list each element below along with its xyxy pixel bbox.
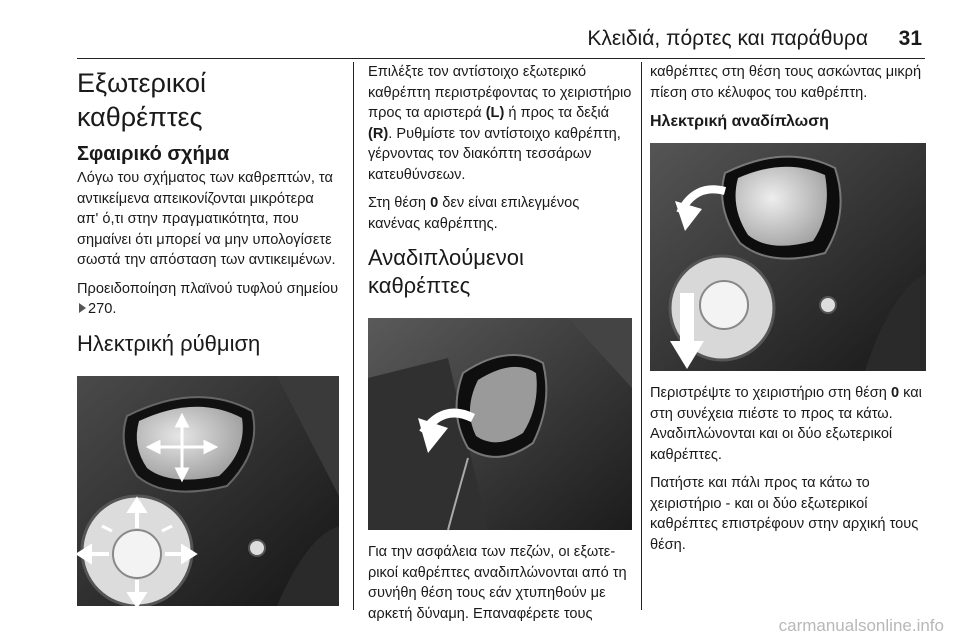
column-divider-1 (353, 62, 354, 610)
paragraph-convex-shape: Λόγω του σχήματος των καθρεπτών, τα αντικείμενα απεικονίζονται μικρότερα απ' ό,τι στην πραγματικότητα, που σημαίνει ότι μπορεί να μην υπολογίσετε σωστά την απόσταση των αντικειμένων. (77, 170, 336, 268)
column-divider-2 (641, 62, 642, 610)
paragraph-blind-spot (77, 279, 339, 320)
rotate-text-a: Περιστρέψτε το χειριστήριο στη θέση (650, 385, 891, 401)
column-1 (77, 62, 339, 606)
paragraph-press-again: Πατήστε και πάλι προς τα κάτω το χειριστήριο - και οι δύο εξωτερικοί καθρέπτες επιστρέφουν στην αρχική τους θέση. (650, 475, 919, 553)
paragraph-position-zero (368, 193, 632, 234)
page-reference-icon (79, 303, 86, 313)
subsection-title-electric-folding: Ηλεκτρική αναδίπλωση (650, 113, 829, 130)
paragraph-pedestrian-safety: Για την ασφάλεια των πεζών, οι εξωτερικοί καθρέπτες αναδιπλώνονται από τη συνήθη θέση τους εάν χτυπηθούν με αρκετή δύναμη. Επαναφέρετε τους (368, 544, 627, 622)
section-title-exterior-mirrors: Εξωτερικοί καθρέπτες (77, 68, 207, 132)
figure-electric-folding (650, 143, 926, 371)
page-header-title: Κλειδιά, πόρτες και παράθυρα (587, 27, 868, 50)
select-mirror-text-c: . Ρυθμίστε τον αντίστοιχο καθρέπτη, γέρνοντας τον διακόπτη τεσσάρων κατευθύνσεων. (368, 125, 621, 183)
subsection-title-convex-shape: Σφαιρικό σχήμα (77, 143, 230, 165)
page-reference: 270. (88, 301, 117, 317)
figure-folding-mirror (368, 318, 632, 530)
blind-spot-text: Προειδοποίηση πλαϊνού τυφλού σημείου (77, 280, 339, 297)
rotate-text-b: και στη συνέχεια πιέστε το προς τα κάτω. Αναδιπλώνονται και οι δύο εξωτερικοί καθρέπτες. (650, 385, 922, 463)
paragraph-select-mirror (368, 62, 632, 185)
watermark: carmanualsonline.info (778, 616, 944, 635)
column-2 (368, 62, 632, 632)
paragraph-fold-back: καθρέπτες στη θέση τους ασκώντας μικρή πίεση στο κέλυφος του καθρέπτη. (650, 64, 922, 101)
figure-electric-adjustment (77, 376, 339, 606)
position-zero-label: 0 (430, 195, 439, 211)
subsection-title-folding-mirrors: Αναδιπλούμενοι καθρέπτες (368, 245, 524, 298)
header-rule (77, 58, 925, 59)
select-mirror-text-b: ή προς τα δεξιά (504, 105, 610, 121)
subsection-title-electric-adjustment: Ηλεκτρική ρύθμιση (77, 330, 261, 356)
position-zero-text-b: δεν είναι επιλεγμένος κανένας καθρέπτης. (368, 195, 580, 232)
paragraph-rotate-and-push (650, 383, 926, 465)
select-mirror-text-a: Επιλέξτε τον αντίστοιχο εξωτερικό καθρέπτη περιστρέφοντας το χειριστήριο προς τα αριστερά (368, 64, 632, 121)
position-zero-text-a: Στη θέση (368, 195, 431, 211)
position-zero-label: 0 (890, 385, 900, 401)
column-3 (650, 62, 926, 563)
right-position-label: (R) (368, 125, 389, 142)
page-number: 31 (898, 27, 922, 50)
left-position-label: (L) (485, 105, 505, 121)
